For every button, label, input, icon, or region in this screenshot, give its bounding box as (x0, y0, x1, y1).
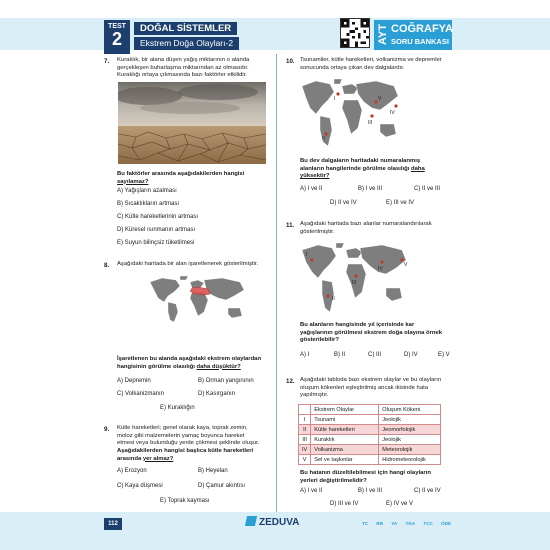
q11-label-iv: IV (378, 266, 383, 272)
q9-intro-line: etmesi veya bulunduğu yerde çökmesi şeklinde oluşur. (117, 440, 260, 447)
q10-option-c[interactable]: C) II ve III (414, 186, 441, 192)
qr-code-icon (340, 18, 370, 48)
table-header-row (299, 405, 441, 415)
drought-photo (118, 82, 266, 164)
table-header-cell: Oluşum Kökeni (379, 405, 441, 415)
q9-intro (117, 425, 259, 448)
q11-option-a[interactable]: A) I (300, 352, 310, 358)
table-cell-origin: Hidrometeorolojik (379, 455, 441, 465)
q8-option-d[interactable]: D) Kasırganın (198, 391, 236, 397)
q11-option-d[interactable]: D) IV (404, 352, 418, 358)
q11-label-ii: II (332, 296, 335, 302)
q11-label-iii: III (352, 280, 357, 286)
q9-option-a[interactable]: A) Erozyon (117, 468, 147, 474)
q10-number: 10. (286, 58, 295, 65)
footer-tag: TC (362, 521, 369, 526)
q10-label-ii: II (322, 136, 325, 142)
q12-question-line: yerleri değiştirilmelidir? (300, 477, 367, 484)
brand-badge (374, 20, 452, 50)
q10-intro-line: Tsunamiler, kütle hareketleri, volkanizma ve depremler (300, 57, 442, 63)
q11-marker-iv (380, 260, 383, 263)
brand-book: SORU BANKASI (391, 37, 449, 46)
q11-intro-line: gösterilmiştir. (300, 228, 335, 235)
q12-intro-line: yapılmıştır. (300, 392, 329, 399)
test-number: 2 (111, 29, 122, 49)
table-row (299, 425, 441, 435)
q9-option-c[interactable]: C) Kaya düşmesi (117, 483, 163, 489)
page-header (0, 0, 550, 52)
test-number-box (104, 20, 130, 54)
q10-world-map (298, 76, 402, 152)
table-cell-origin: Jeomorfolojik (379, 425, 441, 435)
q9-question-line: Aşağıdakilerden hangisi başlıca kütle hareketleri (117, 448, 254, 454)
q11-option-b[interactable]: B) II (334, 352, 346, 358)
column-divider (276, 54, 277, 512)
q9-intro-line: Kütle hareketleri; genel olarak kaya, toprak zemin, (117, 425, 248, 431)
q12-question (300, 470, 431, 485)
q8-intro: Aşağıdaki haritada bir alan işaretlenerek gösterilmiştir. (117, 261, 259, 267)
q7-option-b[interactable]: B) Sıcaklıkların artması (117, 201, 180, 207)
table-cell-origin: Meteorolojik (379, 445, 441, 455)
q9-number: 9. (104, 426, 110, 433)
q7-question-line: Bu faktörler arasında aşağıdakilerden hangisi (117, 171, 245, 177)
q10-option-e[interactable]: E) III ve IV (386, 200, 415, 206)
q10-intro (300, 57, 442, 72)
table-cell-origin: Jeolojik (379, 435, 441, 445)
table-cell-event: Sel ve taşkınlar (311, 455, 379, 465)
table-cell-number: I (299, 415, 311, 425)
q9-intro-line: moloz gibi malzemelerin yamaç boyunca hareket (117, 432, 245, 439)
q7-question (117, 171, 244, 186)
q11-option-c[interactable]: C) III (368, 352, 381, 358)
q8-option-c[interactable]: C) Volkanizmanın (117, 391, 165, 397)
publisher-logo (246, 516, 299, 528)
table-cell-event: Volkanizma (311, 445, 379, 455)
q8-number: 8. (104, 262, 110, 269)
q11-intro (300, 221, 432, 236)
table-cell-number: IV (299, 445, 311, 455)
q12-intro-line: Aşağıdaki tabloda bazı ekstrem olaylar ve bu olayların (300, 377, 442, 383)
q10-intro-line: sonucunda ortaya çıkan dev dalgalardır. (300, 64, 405, 71)
q10-label-v: V (378, 96, 382, 102)
table-cell-origin: Jeolojik (379, 415, 441, 425)
q7-option-c[interactable]: C) Kütle hareketlerinin artması (117, 214, 199, 220)
q9-question-line: arasında (117, 455, 143, 462)
q8-option-b[interactable]: B) Orman yangınının (198, 378, 254, 384)
q12-option-d[interactable]: D) III ve IV (330, 501, 359, 507)
q12-number: 12. (286, 378, 295, 385)
q7-intro-line: Kuraklık, bir alana düşen yağış miktarının o alanda (117, 57, 250, 63)
q12-intro-line: oluşum kökenleri eşleştirilmiş ancak ikisinde hata (300, 384, 429, 391)
q10-question (300, 158, 425, 181)
q11-question (300, 322, 442, 345)
q9-option-e[interactable]: E) Toprak kayması (160, 498, 210, 504)
q11-intro-line: Aşağıdaki haritada bazı alanlar numaralandırılarak (300, 221, 432, 227)
q11-marker-i (310, 258, 313, 261)
footer-tag: YKA (405, 521, 416, 526)
q9-option-b[interactable]: B) Heyelan (198, 468, 228, 474)
brand-subject: COĞRAFYA (391, 23, 453, 35)
table-cell-event: Tsunami (311, 415, 379, 425)
q10-marker-ii (324, 132, 327, 135)
q12-option-a[interactable]: A) I ve II (300, 488, 323, 494)
table-row (299, 455, 441, 465)
q10-question-line: alanların hangilerinde görülme olasılığı (300, 165, 410, 172)
q8-question (117, 356, 261, 371)
table-cell-number: III (299, 435, 311, 445)
q7-intro-line: gerçekleşen buharlaşma miktarından az olmasıdır. (117, 64, 249, 71)
q10-question-line: Bu dev dalgaların haritadaki numaralanmış (300, 158, 421, 164)
zeduva-logo-icon (245, 516, 257, 526)
table-row (299, 415, 441, 425)
q12-option-c[interactable]: C) II ve IV (414, 488, 441, 494)
q11-question-line: gösterilebilir? (300, 337, 339, 344)
q7-option-d[interactable]: D) Küresel ısınmanın artması (117, 227, 196, 233)
q9-question-emphasis: yer almaz? (142, 455, 174, 462)
q8-question-emphasis: daha düşüktür? (196, 363, 241, 370)
table-cell-event: Kütle hareketleri (311, 425, 379, 435)
footer-tags (362, 521, 458, 526)
q7-question-emphasis: sayılamaz? (117, 178, 149, 185)
footer-tag: TCC (423, 521, 433, 526)
q10-option-a[interactable]: A) I ve II (300, 186, 323, 192)
footer-tag: ÖDE (441, 521, 452, 526)
q11-label-v: V (404, 262, 408, 268)
q7-intro (117, 57, 249, 80)
q10-marker-i (336, 92, 339, 95)
header-band (0, 18, 550, 50)
q11-marker-ii (326, 294, 329, 297)
q8-option-e[interactable]: E) Kuraklığın (160, 405, 195, 411)
q8-world-map (146, 274, 250, 326)
q10-option-d[interactable]: D) II ve IV (330, 200, 357, 206)
table-cell-event: Kuraklık (311, 435, 379, 445)
q11-question-line: Bu alanların hangisinde yıl içerisinde kar (300, 322, 415, 328)
footer-tag: YA (391, 521, 398, 526)
q7-option-e[interactable]: E) Suyun bilinçsiz tüketilmesi (117, 240, 195, 246)
q10-question-emphasis: daha (410, 165, 425, 172)
q10-label-iii: III (368, 120, 373, 126)
q11-number: 11. (286, 222, 295, 229)
table-header-cell (299, 405, 311, 415)
q8-question-line: İşaretlenen bu alanda aşağıdaki ekstrem olaylardan (117, 356, 262, 362)
q10-question-emphasis: yüksektir? (300, 173, 330, 180)
table-row (299, 445, 441, 455)
q12-intro (300, 377, 441, 400)
table-header-cell: Ekstrem Olaylar (311, 405, 379, 415)
q8-question-line: hangisinin görülme olasılığı (117, 363, 195, 370)
q12-option-b[interactable]: B) I ve III (358, 488, 383, 494)
unit-title: DOĞAL SİSTEMLER (134, 22, 237, 35)
footer-tag: RR (376, 521, 384, 526)
q10-label-i: I (334, 96, 336, 102)
publisher-name: ZEDUVA (259, 517, 300, 528)
q12-events-table (298, 404, 441, 465)
q11-label-i: I (306, 252, 308, 258)
q10-marker-iv (394, 104, 397, 107)
page-number: 112 (104, 518, 122, 530)
q8-option-a[interactable]: A) Depremin (117, 378, 151, 384)
brand-ayt: AYT (377, 24, 389, 45)
q7-option-a[interactable]: A) Yağışların azalması (117, 188, 177, 194)
q12-option-e[interactable]: E) IV ve V (386, 501, 414, 507)
q7-number: 7. (104, 58, 110, 65)
table-row (299, 435, 441, 445)
q7-intro-line: Kuraklığı ortaya çıkmasında bazı faktörler etkilidir. (117, 72, 247, 79)
q11-world-map (298, 240, 412, 318)
q11-marker-iii (354, 274, 357, 277)
table-cell-number: V (299, 455, 311, 465)
table-cell-number: II (299, 425, 311, 435)
q9-question (117, 448, 253, 463)
q12-question-line: Bu hatanın düzeltilebilmesi için hangi olayların (300, 470, 431, 476)
q10-label-iv: IV (390, 110, 395, 116)
q10-marker-iii (370, 114, 373, 117)
q11-option-e[interactable]: E) V (438, 352, 450, 358)
q10-option-b[interactable]: B) I ve III (358, 186, 383, 192)
unit-subtitle: Ekstrem Doğa Olayları-2 (134, 37, 239, 50)
q9-option-d[interactable]: D) Çamur akıntısı (198, 483, 246, 489)
q11-question-line: yağışlarının görülmesi ekstrem doğa olayına örnek (300, 329, 443, 336)
test-label: TEST (108, 23, 126, 30)
